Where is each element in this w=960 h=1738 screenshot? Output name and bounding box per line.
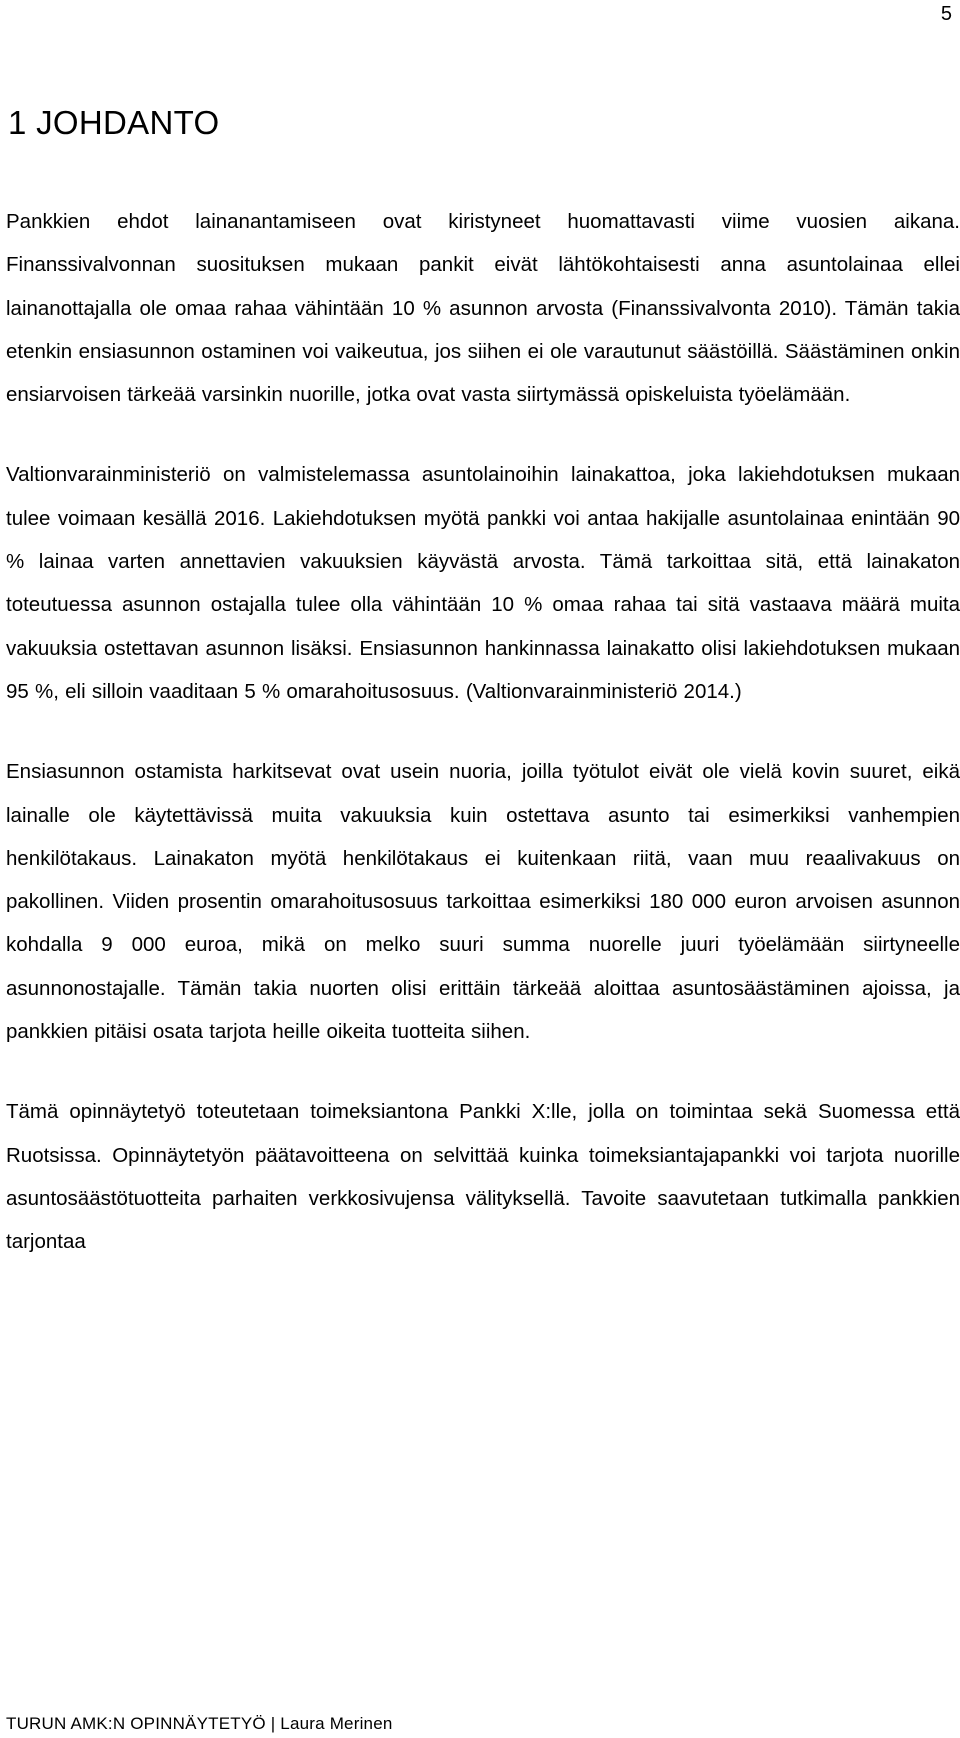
paragraph-4: Tämä opinnäytetyö toteutetaan toimeksiantona Pankki X:lle, jolla on toimintaa sekä Suomessa että Ruotsissa. Opinnäytetyön päätavoitteena on selvittää kuinka toimeksiantajapankki voi tarjota nuorille asuntosäästötuotteita parhaiten verkkosivujensa välityksellä. Tavoite saavutetaan tutkimalla pankkien tarjontaa [6, 1100, 960, 1254]
paragraph-1: Pankkien ehdot lainanantamiseen ovat kiristyneet huomattavasti viime vuosien aikana. Finanssivalvonnan suosituksen mukaan pankit eivät lähtökohtaisesti anna asuntolainaa ellei lainanottajalla ole omaa rahaa vähintään 10 % asunnon arvosta (Finanssivalvonta 2010). Tämän takia etenkin ensiasunnon ostaminen voi vaikeutua, jos siihen ei ole varautunut säästöillä. Säästäminen onkin ensiarvoisen tärkeää varsinkin nuorille, jotka ovat vasta siirtymässä opiskeluista työelämään. [6, 210, 960, 407]
page-footer [0, 1708, 960, 1738]
chapter-heading: 1 JOHDANTO [8, 104, 220, 141]
footer-text: TURUN AMK:N OPINNÄYTETYÖ | Laura Merinen [6, 1714, 393, 1733]
body-text [6, 200, 960, 1301]
paragraph-2: Valtionvarainministeriö on valmistelemassa asuntolainoihin lainakattoa, joka lakiehdotuksen mukaan tulee voimaan kesällä 2016. Lakiehdotuksen myötä pankki voi antaa hakijalle asuntolainaa enintään 90 % lainaa varten annettavien vakuuksien käyvästä arvosta. Tämä tarkoittaa sitä, että lainakaton toteutuessa asunnon ostajalla tulee olla vähintään 10 % omaa rahaa tai sitä vastaava määrä muita vakuuksia ostettavan asunnon lisäksi. Ensiasunnon hankinnassa lainakatto olisi lakiehdotuksen mukaan 95 %, eli silloin vaaditaan 5 % omarahoitusosuus. (Valtionvarainministeriö 2014.) [6, 463, 960, 703]
paragraph-3: Ensiasunnon ostamista harkitsevat ovat usein nuoria, joilla työtulot eivät ole vielä kovin suuret, eikä lainalle ole käytettävissä muita vakuuksia kuin ostettava asunto tai esimerkiksi vanhempien henkilötakaus. Lainakaton myötä henkilötakaus ei kuitenkaan riitä, vaan muu reaalivakuus on pakollinen. Viiden prosentin omarahoitusosuus tarkoittaa esimerkiksi 180 000 euron arvoisen asunnon kohdalla 9 000 euroa, mikä on melko suuri summa nuorelle juuri työelämään siirtyneelle asunnonostajalle. Tämän takia nuorten olisi erittäin tärkeää aloittaa asuntosäästäminen ajoissa, ja pankkien pitäisi osata tarjota heille oikeita tuotteita siihen. [6, 760, 960, 1044]
page-number: 5 [940, 3, 952, 25]
